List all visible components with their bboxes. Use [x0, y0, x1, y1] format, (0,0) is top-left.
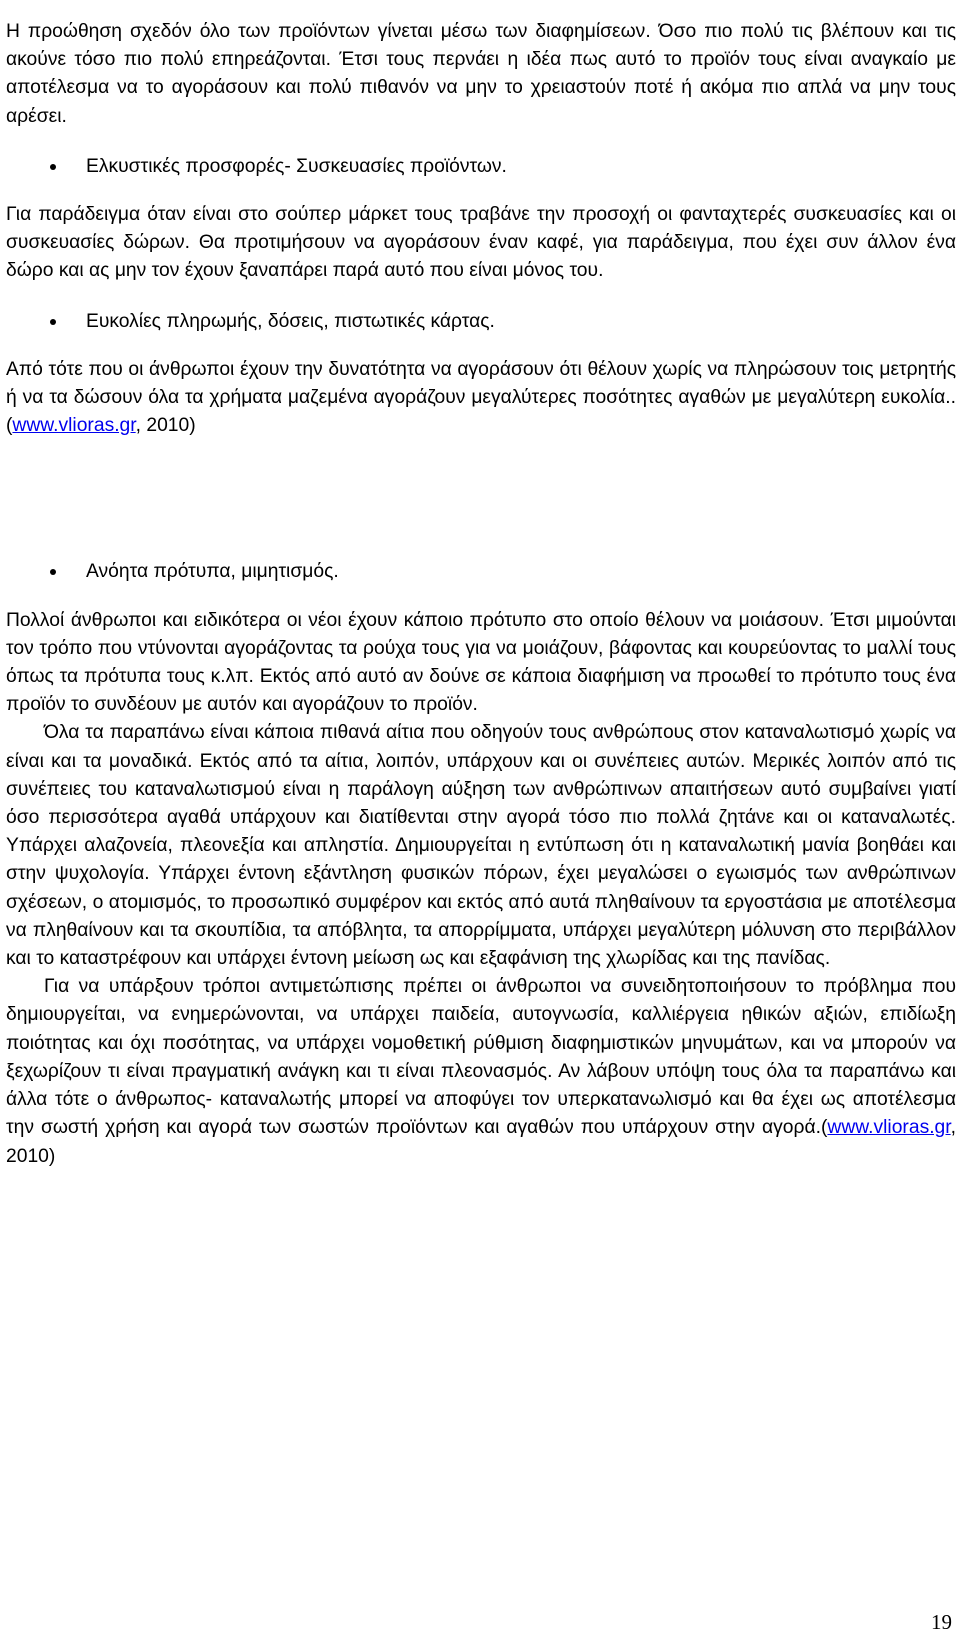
source-link[interactable]: www.vlioras.gr — [12, 415, 136, 437]
paragraph-text: Από τότε που οι άνθρωποι έχουν την δυνατότητα να αγοράσουν ότι θέλουν χωρίς να πληρώσουν τοις μετρητής ή να τα δώσουν όλα τα χρήματα μαζεμένα αγοράζουν μεγαλύτερες ποσότητες αγαθών με μεγαλύτερη ευκολία..( — [6, 358, 956, 437]
paragraph-packaging: Για παράδειγμα όταν είναι στο σούπερ μάρκετ τους τραβάνε την προσοχή οι φανταχτερές συσκευασίες και οι συσκευασίες δώρων. Θα προτιμήσουν να αγοράσουν έναν καφέ, για παράδειγμα, που έχει συν άλλον ένα δώρο και ας μην τον έχουν ξαναπάρει παρά αυτό που είναι μόνος του. — [6, 204, 956, 282]
bullet-item-payment — [6, 308, 956, 336]
bullet-text: Ανόητα πρότυπα, μιμητισμός. — [86, 561, 339, 583]
paragraph-credit — [6, 356, 956, 441]
bullet-text: Ελκυστικές προσφορές- Συσκευασίες προϊόντων. — [86, 155, 507, 177]
paragraph-imitation: Πολλοί άνθρωποι και ειδικότερα οι νέοι έχουν κάποιο πρότυπο στο οποίο θέλουν να μοιάσουν. Έτσι μιμούνται τον τρόπο που ντύνονται αγοράζοντας τα ρούχα τους για να μοιάζουν, βάφοντας και κουρεύοντας το μαλλί τους όπως τα πρότυπα τους κ.λπ. Εκτός από αυτό αν δούνε σε κάποια διαφήμιση να προωθεί το πρότυπο τους ένα προϊόν το συνδέουν με αυτόν και αγοράζουν το προϊόν. — [6, 609, 956, 716]
bullet-icon — [50, 569, 56, 575]
bullet-item-role-models — [6, 558, 956, 586]
citation-tail: , 2010) — [135, 415, 196, 437]
citation-tail: , 2010) — [6, 1117, 956, 1167]
page-number: 19 — [931, 1610, 952, 1634]
bullet-icon — [50, 319, 56, 325]
paragraph-consequences: Όλα τα παραπάνω είναι κάποια πιθανά αίτια που οδηγούν τους ανθρώπους στον καταναλωτισμό χωρίς να είναι και τα μοναδικά. Εκτός από τα αίτια, λοιπόν, υπάρχουν και οι συνέπειες αυτών. Μερικές λοιπόν από τις συνέπειες του καταναλωτισμού είναι η παράλογη αύξηση των ανθρώπινων απαιτήσεων αυτό συμβαίνει γιατί όσο περισσότερα αγαθά υπάρχουν και διατίθενται στην αγορά τόσο πιο πολλά ζητάνε και οι καταναλωτές. Υπάρχει αλαζονεία, πλεονεξία και απληστία. Δημιουργείται η εντύπωση ότι η καταναλωτική μανία βοηθάει και στην ψυχολογία. Υπάρχει έντονη εξάντληση φυσικών πόρων, έχει μεγαλώσει ο εγωισμός των ανθρώπινων σχέσεων, ο ατομισμός, το προσωπικό συμφέρον και εκτός από αυτά πληθαίνουν τα εργοστάσια με αποτέλεσμα να πληθαίνουν και τα σκουπίδια, τα απόβλητα, τα απορρίμματα, υπάρχει μεγαλύτερη μόλυνση στο περιβάλλον και το καταστρέφουν και υπάρχει έντονη μείωση ως και εξαφάνιση της χλωρίδας και της πανίδας. — [6, 722, 956, 970]
paragraph-solutions — [6, 973, 956, 1170]
bullet-icon — [50, 164, 56, 170]
document-page — [6, 18, 956, 1171]
source-link[interactable]: www.vlioras.gr — [827, 1117, 951, 1139]
bullet-text: Ευκολίες πληρωμής, δόσεις, πιστωτικές κάρτας. — [86, 310, 495, 332]
paragraph-text: Για να υπάρξουν τρόποι αντιμετώπισης πρέπει οι άνθρωποι να συνειδητοποιήσουν το πρόβλημα που δημιουργείται, να ενημερώνονται, να υπάρχει παιδεία, αυτογνωσία, καλλιέργεια ηθικών αξιών, επιδίωξη ποιότητας και όχι ποσότητας, να υπάρχει νομοθετική ρύθμιση διαφημιστικών μηνυμάτων, και να μπορούν να ξεχωρίζουν τι είναι πραγματική ανάγκη και τι είναι πλεονασμός. Αν λάβουν υπόψη τους όλα τα παραπάνω και άλλα τότε ο άνθρωπος- καταναλωτής μπορεί να αποφύγει τον υπερκατανωλισμό και θα έχει ως αποτέλεσμα την σωστή χρήση και αγορά των σωστών προϊόντων και αγαθών που υπάρχουν στην αγορά.( — [6, 976, 956, 1139]
bullet-item-offers — [6, 153, 956, 181]
spacer — [6, 440, 956, 536]
paragraph-advertising: Η προώθηση σχεδόν όλο των προϊόντων γίνεται μέσω των διαφημίσεων. Όσο πιο πολύ τις βλέπουν και τις ακούνε τόσο πιο πολύ επηρεάζονται. Έτσι τους περνάει η ιδέα πως αυτό το προϊόν τους είναι αναγκαίο με αποτέλεσμα να το αγοράσουν και πολύ πιθανόν να μην το χρειαστούν ποτέ ή ακόμα πιο απλά να μην τους αρέσει. — [6, 21, 956, 127]
